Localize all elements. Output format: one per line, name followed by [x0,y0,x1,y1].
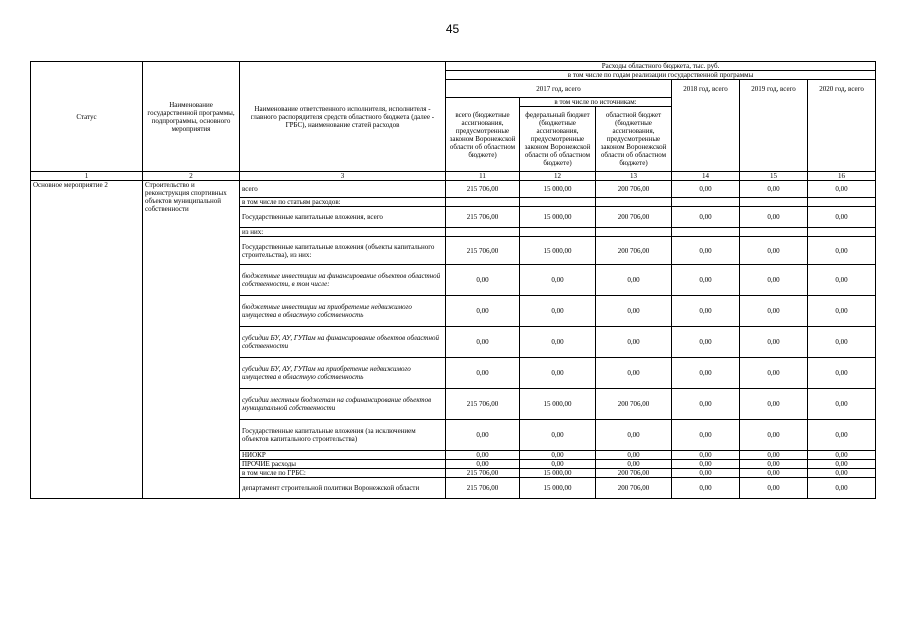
expense-item-label: всего [240,181,446,198]
executor-header: Наименование ответственного исполнителя, исполнителя - главного распорядителя средств областного бюджета (далее - ГРБС), наименование статей расходов [240,62,446,172]
year-2020-header: 2020 год, всего [808,80,876,172]
column-number: 3 [240,172,446,181]
amount-cell: 15 000,00 [520,237,596,265]
expense-item-label: бюджетные инвестиции на финансирование объектов областной собственности, в том числе: [240,265,446,296]
amount-cell: 0,00 [808,451,876,460]
amount-cell: 215 706,00 [446,181,520,198]
amount-cell: 215 706,00 [446,389,520,420]
amount-cell: 0,00 [808,389,876,420]
amount-cell: 15 000,00 [520,469,596,478]
column-numbers-row [31,172,876,181]
amount-cell: 0,00 [808,207,876,228]
amount-cell: 0,00 [672,237,740,265]
amount-cell: 0,00 [808,420,876,451]
page-number: 45 [445,22,460,36]
amount-cell: 0,00 [672,469,740,478]
amount-cell: 215 706,00 [446,207,520,228]
amount-cell: 0,00 [520,358,596,389]
amount-cell: 0,00 [596,296,672,327]
amount-cell: 215 706,00 [446,237,520,265]
amount-cell [446,198,520,207]
by-sources-header: в том числе по источникам: [520,98,672,107]
amount-cell: 200 706,00 [596,237,672,265]
amount-cell: 0,00 [520,296,596,327]
amount-cell [596,228,672,237]
expense-item-label: Государственные капитальные вложения (за исключением объектов капитального строительства) [240,420,446,451]
amount-cell: 0,00 [672,265,740,296]
program-name-header: Наименование государственной программы, подпрограммы, основного мероприятия [143,62,240,172]
expenses-header: Расходы областного бюджета, тыс. руб. [446,62,876,71]
amount-cell [740,228,808,237]
expense-item-label: Государственные капитальные вложения (объекты капитального строительства), из них: [240,237,446,265]
expense-item-label: субсидии БУ, АУ, ГУПам на приобретение недвижимого имущества в областную собственность [240,358,446,389]
amount-cell: 0,00 [672,358,740,389]
amount-cell: 0,00 [740,327,808,358]
column-number: 2 [143,172,240,181]
table-row [31,181,876,198]
amount-cell: 0,00 [446,358,520,389]
by-years-header: в том числе по годам реализации государственной программы [446,71,876,80]
expense-item-label: субсидии местным бюджетам на софинансирование объектов муниципальной собственности [240,389,446,420]
amount-cell: 0,00 [672,181,740,198]
amount-cell: 215 706,00 [446,469,520,478]
amount-cell: 0,00 [740,389,808,420]
year-2018-header: 2018 год, всего [672,80,740,172]
amount-cell: 0,00 [672,207,740,228]
year-2017-header: 2017 год, всего [446,80,672,98]
expense-item-label: субсидии БУ, АУ, ГУПам на финансирование объектов областной собственности [240,327,446,358]
amount-cell: 0,00 [672,460,740,469]
amount-cell: 0,00 [808,358,876,389]
amount-cell: 15 000,00 [520,478,596,499]
status-cell: Основное мероприятие 2 [31,181,143,499]
amount-cell: 0,00 [446,265,520,296]
amount-cell: 0,00 [740,181,808,198]
amount-cell: 0,00 [740,460,808,469]
amount-cell: 0,00 [520,451,596,460]
expense-item-label: в том числе по статьям расходов: [240,198,446,207]
amount-cell [808,198,876,207]
expense-item-label: в том числе по ГРБС: [240,469,446,478]
amount-cell [740,198,808,207]
amount-cell: 0,00 [446,451,520,460]
amount-cell: 0,00 [740,451,808,460]
amount-cell: 0,00 [520,265,596,296]
amount-cell: 0,00 [808,265,876,296]
amount-cell [672,198,740,207]
amount-cell: 0,00 [808,460,876,469]
amount-cell: 0,00 [808,327,876,358]
regional-column-header: областной бюджет (бюджетные ассигнования, предусмотренные законом Воронежской области об областном бюджете) [596,107,672,172]
amount-cell [596,198,672,207]
total-column-header: всего (бюджетные ассигнования, предусмотренные законом Воронежской области об областном бюджете) [446,98,520,172]
amount-cell [446,228,520,237]
amount-cell: 0,00 [520,420,596,451]
column-number: 16 [808,172,876,181]
amount-cell: 0,00 [672,478,740,499]
column-number: 12 [520,172,596,181]
column-number: 15 [740,172,808,181]
amount-cell: 0,00 [672,389,740,420]
amount-cell: 215 706,00 [446,478,520,499]
amount-cell: 0,00 [808,237,876,265]
amount-cell: 0,00 [446,296,520,327]
column-number: 13 [596,172,672,181]
program-name-cell: Строительство и реконструкция спортивных объектов муниципальной собственности [143,181,240,499]
amount-cell: 0,00 [596,358,672,389]
amount-cell: 15 000,00 [520,389,596,420]
amount-cell: 0,00 [672,451,740,460]
amount-cell: 0,00 [740,469,808,478]
amount-cell: 0,00 [596,451,672,460]
amount-cell: 0,00 [808,296,876,327]
amount-cell: 0,00 [446,327,520,358]
expense-item-label: департамент строительной политики Воронежской области [240,478,446,499]
amount-cell: 0,00 [740,207,808,228]
amount-cell: 200 706,00 [596,478,672,499]
column-number: 11 [446,172,520,181]
amount-cell: 15 000,00 [520,207,596,228]
amount-cell [520,198,596,207]
expense-item-label: ПРОЧИЕ расходы [240,460,446,469]
expense-item-label: из них: [240,228,446,237]
amount-cell: 200 706,00 [596,207,672,228]
amount-cell: 0,00 [740,420,808,451]
amount-cell: 0,00 [808,181,876,198]
amount-cell: 0,00 [672,420,740,451]
amount-cell: 0,00 [740,237,808,265]
amount-cell: 0,00 [740,265,808,296]
amount-cell: 200 706,00 [596,181,672,198]
amount-cell: 200 706,00 [596,389,672,420]
amount-cell [672,228,740,237]
amount-cell [808,228,876,237]
amount-cell: 200 706,00 [596,469,672,478]
amount-cell: 0,00 [446,420,520,451]
year-2019-header: 2019 год, всего [740,80,808,172]
amount-cell: 0,00 [740,478,808,499]
amount-cell: 0,00 [520,327,596,358]
amount-cell: 0,00 [446,460,520,469]
column-number: 1 [31,172,143,181]
amount-cell: 0,00 [672,327,740,358]
amount-cell: 15 000,00 [520,181,596,198]
amount-cell: 0,00 [596,327,672,358]
amount-cell: 0,00 [672,296,740,327]
amount-cell: 0,00 [808,478,876,499]
amount-cell: 0,00 [808,469,876,478]
column-number: 14 [672,172,740,181]
status-header: Статус [31,62,143,172]
amount-cell [520,228,596,237]
budget-table [30,61,876,499]
amount-cell: 0,00 [596,265,672,296]
expense-item-label: НИОКР [240,451,446,460]
expense-item-label: Государственные капитальные вложения, всего [240,207,446,228]
amount-cell: 0,00 [596,460,672,469]
amount-cell: 0,00 [740,358,808,389]
amount-cell: 0,00 [596,420,672,451]
expense-item-label: бюджетные инвестиции на приобретение недвижимого имущества в областную собственность [240,296,446,327]
federal-column-header: федеральный бюджет (бюджетные ассигнования, предусмотренные законом Воронежской области об областном бюджете) [520,107,596,172]
amount-cell: 0,00 [520,460,596,469]
amount-cell: 0,00 [740,296,808,327]
